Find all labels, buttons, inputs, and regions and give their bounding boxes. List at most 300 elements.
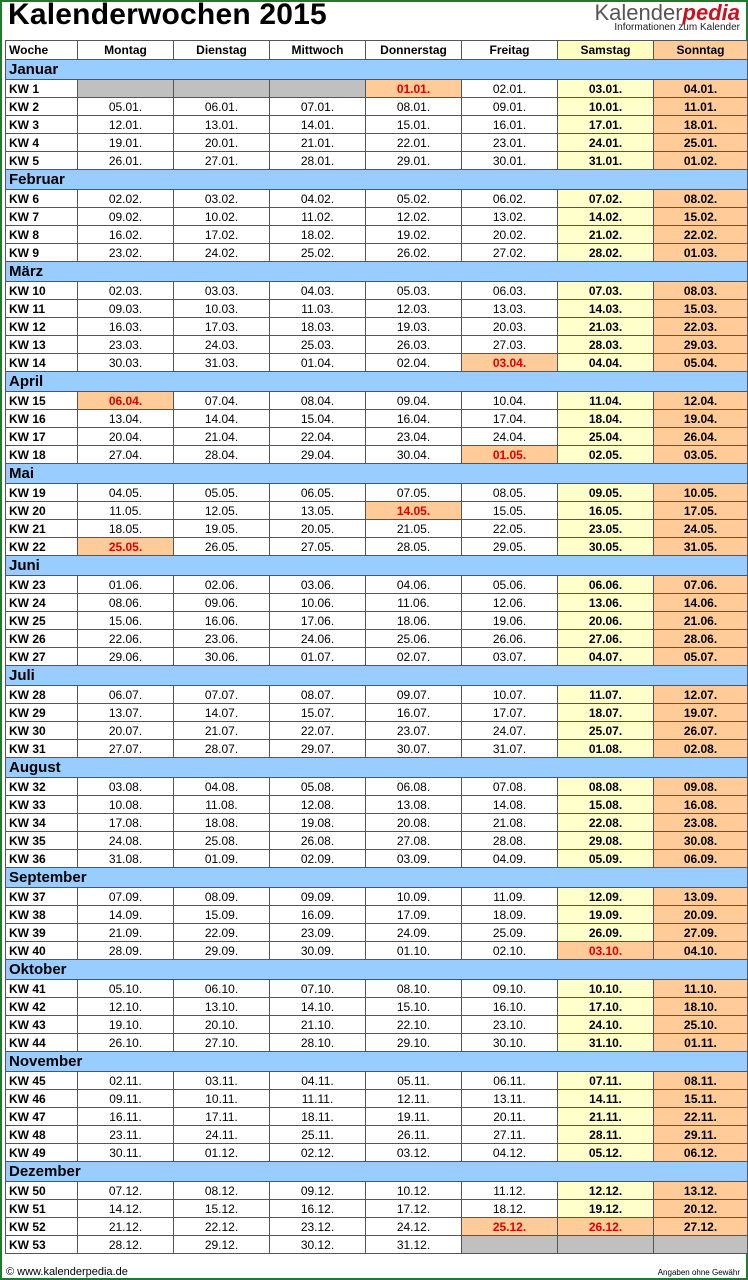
- day-cell: 18.11.: [270, 1108, 366, 1126]
- day-cell: 07.06.: [654, 576, 748, 594]
- day-cell: 21.08.: [462, 814, 558, 832]
- day-cell: 18.01.: [654, 116, 748, 134]
- day-cell: 24.10.: [558, 1016, 654, 1034]
- day-cell: 22.03.: [654, 318, 748, 336]
- day-cell: 14.10.: [270, 998, 366, 1016]
- day-cell: 14.08.: [462, 796, 558, 814]
- day-cell: 31.07.: [462, 740, 558, 758]
- day-cell: 16.01.: [462, 116, 558, 134]
- day-cell: 05.08.: [270, 778, 366, 796]
- week-row: [6, 1072, 748, 1090]
- day-cell: 17.01.: [558, 116, 654, 134]
- day-cell: 13.01.: [174, 116, 270, 134]
- day-cell: 02.07.: [366, 648, 462, 666]
- day-cell: 27.12.: [654, 1218, 748, 1236]
- day-cell: 27.01.: [174, 152, 270, 170]
- day-cell: 20.05.: [270, 520, 366, 538]
- day-cell: 10.03.: [174, 300, 270, 318]
- week-row: [6, 354, 748, 372]
- brand-main: Kalender: [594, 0, 683, 25]
- day-cell: 24.05.: [654, 520, 748, 538]
- day-cell: 18.09.: [462, 906, 558, 924]
- day-cell: 08.12.: [174, 1182, 270, 1200]
- month-row: [6, 1052, 748, 1072]
- day-cell: 06.05.: [270, 484, 366, 502]
- day-cell: 04.07.: [558, 648, 654, 666]
- day-cell: 02.11.: [78, 1072, 174, 1090]
- day-cell: 08.04.: [270, 392, 366, 410]
- week-number: KW 38: [6, 906, 78, 924]
- week-number: KW 34: [6, 814, 78, 832]
- day-cell: 17.08.: [78, 814, 174, 832]
- day-cell: 03.05.: [654, 446, 748, 464]
- day-cell: 02.05.: [558, 446, 654, 464]
- day-cell: 11.02.: [270, 208, 366, 226]
- day-cell: 25.02.: [270, 244, 366, 262]
- day-cell: 22.02.: [654, 226, 748, 244]
- week-row: [6, 1200, 748, 1218]
- day-cell: 26.05.: [174, 538, 270, 556]
- day-cell: 31.08.: [78, 850, 174, 868]
- day-cell: 09.02.: [78, 208, 174, 226]
- week-number: KW 3: [6, 116, 78, 134]
- day-cell: 24.02.: [174, 244, 270, 262]
- day-cell: 31.10.: [558, 1034, 654, 1052]
- day-cell: 27.10.: [174, 1034, 270, 1052]
- week-row: [6, 1218, 748, 1236]
- day-cell: 24.12.: [366, 1218, 462, 1236]
- day-cell: 22.06.: [78, 630, 174, 648]
- day-cell: 13.09.: [654, 888, 748, 906]
- day-cell: 15.05.: [462, 502, 558, 520]
- day-cell: 16.02.: [78, 226, 174, 244]
- day-cell: 01.07.: [270, 648, 366, 666]
- day-cell: 10.04.: [462, 392, 558, 410]
- day-cell: 25.09.: [462, 924, 558, 942]
- week-row: [6, 1144, 748, 1162]
- day-cell: 20.12.: [654, 1200, 748, 1218]
- day-cell: 01.12.: [174, 1144, 270, 1162]
- day-cell: 17.02.: [174, 226, 270, 244]
- day-cell: 10.06.: [270, 594, 366, 612]
- week-row: [6, 538, 748, 556]
- week-row: [6, 428, 748, 446]
- day-cell: 11.03.: [270, 300, 366, 318]
- month-label: August: [6, 758, 748, 778]
- week-row: [6, 484, 748, 502]
- day-cell: 01.01.: [366, 80, 462, 98]
- day-cell: 25.05.: [78, 538, 174, 556]
- week-row: [6, 446, 748, 464]
- day-cell: 07.01.: [270, 98, 366, 116]
- day-cell: 11.01.: [654, 98, 748, 116]
- day-cell: 08.08.: [558, 778, 654, 796]
- month-row: [6, 372, 748, 392]
- day-cell: 11.10.: [654, 980, 748, 998]
- day-cell: 13.06.: [558, 594, 654, 612]
- day-cell: 05.05.: [174, 484, 270, 502]
- day-cell: 24.04.: [462, 428, 558, 446]
- month-row: [6, 868, 748, 888]
- day-cell: 22.09.: [174, 924, 270, 942]
- day-cell: 26.08.: [270, 832, 366, 850]
- day-cell: 13.12.: [654, 1182, 748, 1200]
- day-cell: 05.06.: [462, 576, 558, 594]
- week-number: KW 29: [6, 704, 78, 722]
- day-cell: 21.12.: [78, 1218, 174, 1236]
- day-cell: 30.04.: [366, 446, 462, 464]
- day-cell: 07.07.: [174, 686, 270, 704]
- day-cell: 26.01.: [78, 152, 174, 170]
- day-cell: 11.07.: [558, 686, 654, 704]
- day-cell: 16.05.: [558, 502, 654, 520]
- month-label: Oktober: [6, 960, 748, 980]
- day-cell: 29.01.: [366, 152, 462, 170]
- week-number: KW 42: [6, 998, 78, 1016]
- week-row: [6, 906, 748, 924]
- day-cell: 13.08.: [366, 796, 462, 814]
- day-cell: 16.07.: [366, 704, 462, 722]
- day-cell: 27.03.: [462, 336, 558, 354]
- day-cell: 04.08.: [174, 778, 270, 796]
- day-cell: 08.07.: [270, 686, 366, 704]
- day-cell: 26.03.: [366, 336, 462, 354]
- day-cell: 14.12.: [78, 1200, 174, 1218]
- day-cell: 13.04.: [78, 410, 174, 428]
- day-cell: 18.07.: [558, 704, 654, 722]
- day-cell: 27.07.: [78, 740, 174, 758]
- week-number: KW 48: [6, 1126, 78, 1144]
- week-row: [6, 704, 748, 722]
- day-cell: 05.04.: [654, 354, 748, 372]
- week-number: KW 27: [6, 648, 78, 666]
- day-cell: 03.02.: [174, 190, 270, 208]
- day-cell: 14.01.: [270, 116, 366, 134]
- day-cell: 25.04.: [558, 428, 654, 446]
- day-cell: 06.07.: [78, 686, 174, 704]
- day-cell: 24.08.: [78, 832, 174, 850]
- day-cell: 21.05.: [366, 520, 462, 538]
- month-row: [6, 464, 748, 484]
- day-cell: 15.06.: [78, 612, 174, 630]
- month-label: Mai: [6, 464, 748, 484]
- week-row: [6, 116, 748, 134]
- day-cell: 01.05.: [462, 446, 558, 464]
- day-cell: 23.10.: [462, 1016, 558, 1034]
- week-row: [6, 1236, 748, 1254]
- day-cell: 02.01.: [462, 80, 558, 98]
- day-cell: 30.06.: [174, 648, 270, 666]
- day-cell: 08.03.: [654, 282, 748, 300]
- day-cell: 07.10.: [270, 980, 366, 998]
- col-header-woche: Woche: [6, 41, 78, 60]
- week-number: KW 31: [6, 740, 78, 758]
- day-cell: 14.05.: [366, 502, 462, 520]
- day-cell: 26.06.: [462, 630, 558, 648]
- day-cell: 18.03.: [270, 318, 366, 336]
- day-cell: 26.09.: [558, 924, 654, 942]
- day-cell: 16.04.: [366, 410, 462, 428]
- day-cell: 07.04.: [174, 392, 270, 410]
- day-cell: 17.04.: [462, 410, 558, 428]
- month-label: April: [6, 372, 748, 392]
- day-cell: 05.07.: [654, 648, 748, 666]
- day-cell: 02.09.: [270, 850, 366, 868]
- footer-note: Angaben ohne Gewähr: [657, 1268, 740, 1277]
- day-cell: 12.05.: [174, 502, 270, 520]
- day-cell: 25.12.: [462, 1218, 558, 1236]
- day-cell: 29.03.: [654, 336, 748, 354]
- day-cell: 27.06.: [558, 630, 654, 648]
- day-cell: 11.09.: [462, 888, 558, 906]
- day-cell: 12.04.: [654, 392, 748, 410]
- day-cell: 03.04.: [462, 354, 558, 372]
- day-cell: 06.06.: [558, 576, 654, 594]
- day-cell: [462, 1236, 558, 1254]
- day-cell: 23.12.: [270, 1218, 366, 1236]
- day-cell: 23.04.: [366, 428, 462, 446]
- week-row: [6, 686, 748, 704]
- day-cell: 17.12.: [366, 1200, 462, 1218]
- day-cell: 30.01.: [462, 152, 558, 170]
- week-number: KW 19: [6, 484, 78, 502]
- month-row: [6, 170, 748, 190]
- day-cell: [654, 1236, 748, 1254]
- day-cell: 06.12.: [654, 1144, 748, 1162]
- week-number: KW 2: [6, 98, 78, 116]
- day-cell: 20.09.: [654, 906, 748, 924]
- day-cell: 07.03.: [558, 282, 654, 300]
- day-cell: 02.06.: [174, 576, 270, 594]
- day-cell: 17.10.: [558, 998, 654, 1016]
- week-row: [6, 740, 748, 758]
- day-cell: 22.08.: [558, 814, 654, 832]
- day-cell: 25.11.: [270, 1126, 366, 1144]
- day-cell: 12.07.: [654, 686, 748, 704]
- day-cell: 18.12.: [462, 1200, 558, 1218]
- day-cell: 01.09.: [174, 850, 270, 868]
- day-cell: 09.05.: [558, 484, 654, 502]
- day-cell: 24.01.: [558, 134, 654, 152]
- day-cell: 12.02.: [366, 208, 462, 226]
- col-header-montag: Montag: [78, 41, 174, 60]
- month-label: September: [6, 868, 748, 888]
- week-number: KW 36: [6, 850, 78, 868]
- day-cell: 09.03.: [78, 300, 174, 318]
- week-row: [6, 980, 748, 998]
- week-row: [6, 722, 748, 740]
- day-cell: 06.01.: [174, 98, 270, 116]
- week-row: [6, 152, 748, 170]
- day-cell: 29.05.: [462, 538, 558, 556]
- day-cell: 25.10.: [654, 1016, 748, 1034]
- day-cell: 19.03.: [366, 318, 462, 336]
- day-cell: 10.05.: [654, 484, 748, 502]
- month-label: November: [6, 1052, 748, 1072]
- day-cell: 16.03.: [78, 318, 174, 336]
- week-row: [6, 1126, 748, 1144]
- day-cell: 06.11.: [462, 1072, 558, 1090]
- day-cell: 15.10.: [366, 998, 462, 1016]
- day-cell: 26.11.: [366, 1126, 462, 1144]
- day-cell: 22.12.: [174, 1218, 270, 1236]
- day-cell: 09.06.: [174, 594, 270, 612]
- week-row: [6, 134, 748, 152]
- week-row: [6, 796, 748, 814]
- day-cell: 12.12.: [558, 1182, 654, 1200]
- day-cell: 12.09.: [558, 888, 654, 906]
- day-cell: 01.04.: [270, 354, 366, 372]
- day-cell: 16.06.: [174, 612, 270, 630]
- day-cell: 13.07.: [78, 704, 174, 722]
- col-header-mittwoch: Mittwoch: [270, 41, 366, 60]
- week-row: [6, 244, 748, 262]
- day-cell: 24.09.: [366, 924, 462, 942]
- day-cell: 15.08.: [558, 796, 654, 814]
- week-row: [6, 502, 748, 520]
- week-row: [6, 520, 748, 538]
- day-cell: 29.09.: [174, 942, 270, 960]
- week-row: [6, 814, 748, 832]
- day-cell: 08.11.: [654, 1072, 748, 1090]
- week-row: [6, 98, 748, 116]
- month-label: Februar: [6, 170, 748, 190]
- day-cell: 28.07.: [174, 740, 270, 758]
- week-number: KW 49: [6, 1144, 78, 1162]
- day-cell: 09.10.: [462, 980, 558, 998]
- month-row: [6, 1162, 748, 1182]
- day-cell: 10.07.: [462, 686, 558, 704]
- page-title: Kalenderwochen 2015: [8, 0, 327, 31]
- day-cell: 10.09.: [366, 888, 462, 906]
- week-row: [6, 778, 748, 796]
- day-cell: 02.08.: [654, 740, 748, 758]
- header-row: [6, 41, 748, 60]
- day-cell: 09.04.: [366, 392, 462, 410]
- day-cell: [78, 80, 174, 98]
- week-number: KW 30: [6, 722, 78, 740]
- day-cell: 28.04.: [174, 446, 270, 464]
- day-cell: 24.06.: [270, 630, 366, 648]
- day-cell: 13.05.: [270, 502, 366, 520]
- day-cell: 09.01.: [462, 98, 558, 116]
- week-number: KW 37: [6, 888, 78, 906]
- week-number: KW 12: [6, 318, 78, 336]
- week-row: [6, 630, 748, 648]
- week-row: [6, 888, 748, 906]
- day-cell: 15.01.: [366, 116, 462, 134]
- day-cell: 30.05.: [558, 538, 654, 556]
- day-cell: 05.03.: [366, 282, 462, 300]
- day-cell: 15.11.: [654, 1090, 748, 1108]
- day-cell: 20.03.: [462, 318, 558, 336]
- week-row: [6, 282, 748, 300]
- week-number: KW 40: [6, 942, 78, 960]
- day-cell: 30.08.: [654, 832, 748, 850]
- day-cell: 17.11.: [174, 1108, 270, 1126]
- day-cell: 01.03.: [654, 244, 748, 262]
- day-cell: 19.09.: [558, 906, 654, 924]
- week-number: KW 18: [6, 446, 78, 464]
- week-row: [6, 998, 748, 1016]
- day-cell: 23.03.: [78, 336, 174, 354]
- day-cell: 17.05.: [654, 502, 748, 520]
- week-number: KW 26: [6, 630, 78, 648]
- week-number: KW 22: [6, 538, 78, 556]
- week-number: KW 24: [6, 594, 78, 612]
- week-row: [6, 832, 748, 850]
- day-cell: 05.10.: [78, 980, 174, 998]
- day-cell: 17.06.: [270, 612, 366, 630]
- day-cell: 14.02.: [558, 208, 654, 226]
- day-cell: 29.11.: [654, 1126, 748, 1144]
- week-number: KW 32: [6, 778, 78, 796]
- day-cell: 15.12.: [174, 1200, 270, 1218]
- day-cell: 17.07.: [462, 704, 558, 722]
- month-label: Juli: [6, 666, 748, 686]
- calendar-table: [5, 40, 748, 1254]
- day-cell: 04.01.: [654, 80, 748, 98]
- week-number: KW 1: [6, 80, 78, 98]
- week-row: [6, 1090, 748, 1108]
- day-cell: 04.05.: [78, 484, 174, 502]
- day-cell: 05.02.: [366, 190, 462, 208]
- day-cell: 03.07.: [462, 648, 558, 666]
- day-cell: 20.11.: [462, 1108, 558, 1126]
- week-row: [6, 924, 748, 942]
- day-cell: 23.11.: [78, 1126, 174, 1144]
- day-cell: 21.02.: [558, 226, 654, 244]
- day-cell: 03.11.: [174, 1072, 270, 1090]
- week-row: [6, 594, 748, 612]
- day-cell: 13.02.: [462, 208, 558, 226]
- day-cell: 12.06.: [462, 594, 558, 612]
- day-cell: 11.12.: [462, 1182, 558, 1200]
- day-cell: 03.10.: [558, 942, 654, 960]
- day-cell: 14.07.: [174, 704, 270, 722]
- day-cell: 28.12.: [78, 1236, 174, 1254]
- day-cell: 04.12.: [462, 1144, 558, 1162]
- day-cell: 18.08.: [174, 814, 270, 832]
- day-cell: 30.03.: [78, 354, 174, 372]
- day-cell: 10.12.: [366, 1182, 462, 1200]
- day-cell: 26.02.: [366, 244, 462, 262]
- day-cell: 01.10.: [366, 942, 462, 960]
- day-cell: 26.07.: [654, 722, 748, 740]
- day-cell: [270, 80, 366, 98]
- day-cell: 15.03.: [654, 300, 748, 318]
- day-cell: 19.11.: [366, 1108, 462, 1126]
- day-cell: 15.07.: [270, 704, 366, 722]
- day-cell: 23.02.: [78, 244, 174, 262]
- day-cell: 10.01.: [558, 98, 654, 116]
- day-cell: 06.02.: [462, 190, 558, 208]
- week-row: [6, 226, 748, 244]
- day-cell: 23.06.: [174, 630, 270, 648]
- day-cell: 25.01.: [654, 134, 748, 152]
- day-cell: 02.03.: [78, 282, 174, 300]
- day-cell: 03.03.: [174, 282, 270, 300]
- week-row: [6, 612, 748, 630]
- week-row: [6, 1108, 748, 1126]
- day-cell: 24.03.: [174, 336, 270, 354]
- day-cell: 23.07.: [366, 722, 462, 740]
- day-cell: 20.02.: [462, 226, 558, 244]
- day-cell: 03.06.: [270, 576, 366, 594]
- day-cell: 22.05.: [462, 520, 558, 538]
- day-cell: 04.10.: [654, 942, 748, 960]
- day-cell: 28.06.: [654, 630, 748, 648]
